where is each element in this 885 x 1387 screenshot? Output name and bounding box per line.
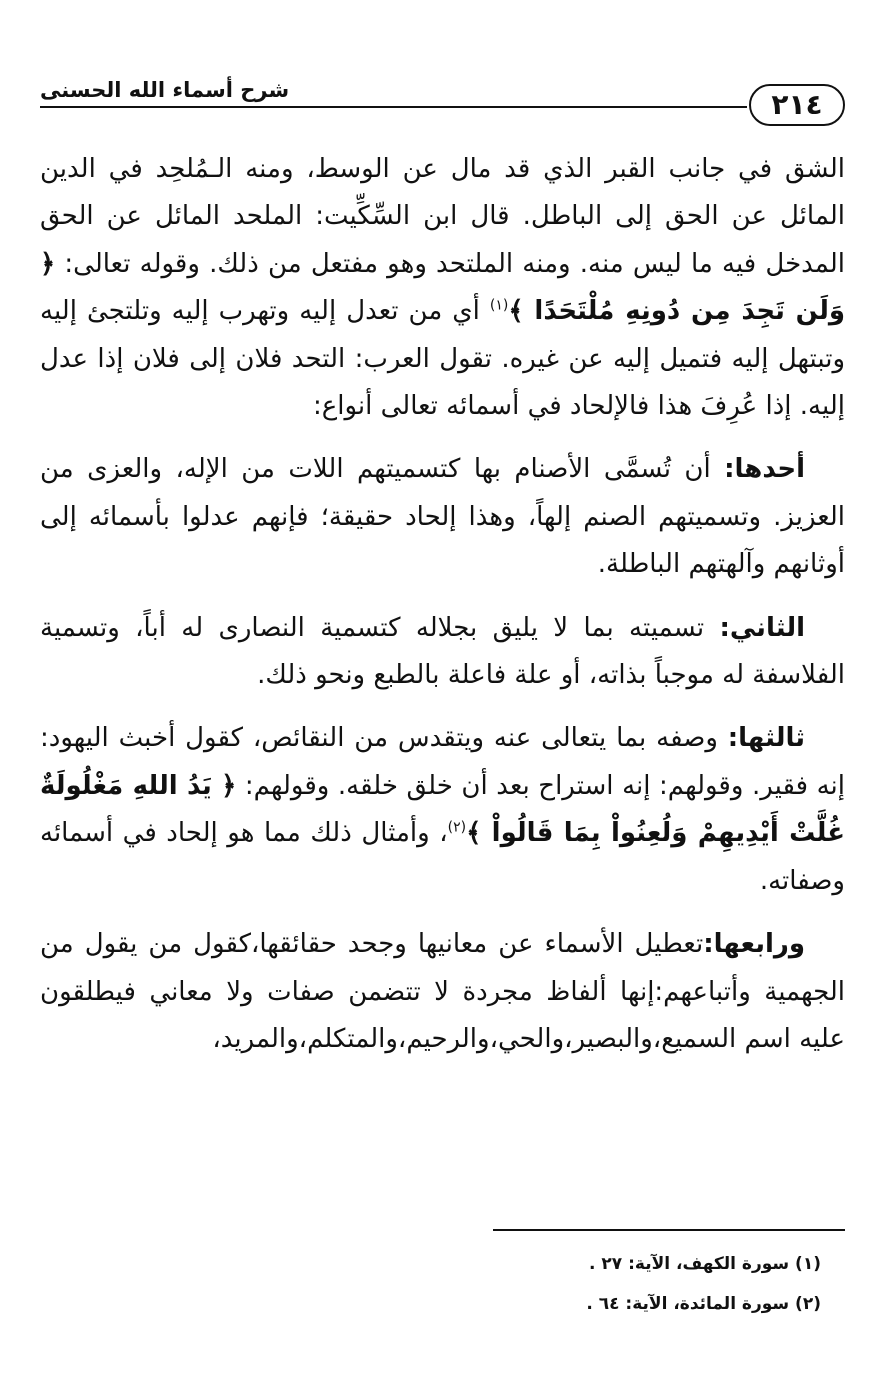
paragraph [40, 921, 845, 1063]
main-text [40, 146, 845, 1063]
text-segment: وصفه بما يتعالى عنه ويتقدس من النقائص، كقول أخبث اليهود: إنه فقير. وقولهم: إنه استراح بعد أن خلق خلقه. وقولهم: [40, 723, 845, 801]
text-segment: الشق في جانب القبر الذي قد مال عن الوسط، ومنه الـمُلحِد في الدين المائل عن الحق إلى الباطل. قال ابن السِّكِّيت: الملحد المائل عن الحق المدخل فيه ما ليس منه. ومنه الملتحد وهو مفتعل من ذلك. وقوله تعالى: [40, 154, 845, 279]
footnote-ref[interactable]: (١) [489, 297, 509, 314]
quran-verse: ﴿ يَدُ اللهِ مَغْلُولَةٌ غُلَّتْ أَيْدِيهِمْ وَلُعِنُواْ بِمَا قَالُواْ ﴾ [40, 770, 845, 849]
paragraph-lead-word: ورابعها: [703, 929, 805, 960]
paragraph-lead-word: أحدها: [724, 454, 805, 485]
page-number-badge: ٢١٤ [749, 84, 845, 126]
footnote: (٢) سورة المائدة، الآية: ٦٤ . [586, 1294, 821, 1314]
paragraph [40, 605, 845, 700]
footnote-ref[interactable]: (٢) [447, 819, 467, 836]
text-segment: أي من تعدل إليه وتهرب إليه وتلتجئ إليه وتبتهل إليه فتميل إليه عن غيره. تقول العرب: التحد فلان إلى فلان إذا عدل إليه. إذا عُرِفَ هذا فالإلحاد في أسمائه تعالى أنواع: [40, 296, 845, 422]
header-rule [40, 106, 747, 108]
book-title: شرح أسماء الله الحسنى [40, 78, 290, 102]
text-segment: ، وأمثال ذلك مما هو إلحاد في أسمائه وصفاته. [40, 818, 845, 896]
footnote: (١) سورة الكهف، الآية: ٢٧ . [589, 1254, 821, 1274]
paragraph [40, 146, 845, 430]
paragraph [40, 715, 845, 905]
footnote-separator [493, 1229, 845, 1231]
paragraph-lead-word: الثاني: [719, 612, 805, 643]
text-segment: تعطيل الأسماء عن معانيها وجحد حقائقها،كقول من يقول من الجهمية وأتباعهم:إنها ألفاظ مجردة لا تتضمن صفات ولا معاني فيطلقون عليه اسم السميع،والبصير،والحي،والرحيم،والمتكلم،والمريد، [40, 929, 845, 1054]
quran-verse: ﴿ وَلَن تَجِدَ مِن دُونِهِ مُلْتَحَدًا ﴾ [40, 248, 846, 327]
text-segment: أن تُسمَّى الأصنام بها كتسميتهم اللات من الإله، والعزى من العزيز. وتسميتهم الصنم إلهاً، وهذا إلحاد حقيقة؛ فإنهم عدلوا بأسمائه إلى أوثانهم وآلهتهم الباطلة. [40, 454, 845, 580]
footnotes [41, 1244, 821, 1324]
running-header [40, 78, 845, 138]
paragraph-lead-word: ثالثها: [727, 723, 805, 754]
paragraph [40, 446, 845, 588]
text-segment: تسميته بما لا يليق بجلاله كتسمية النصارى له أباً، وتسمية الفلاسفة له موجباً بذاته، أو علة فاعلة بالطبع ونحو ذلك. [40, 612, 845, 691]
